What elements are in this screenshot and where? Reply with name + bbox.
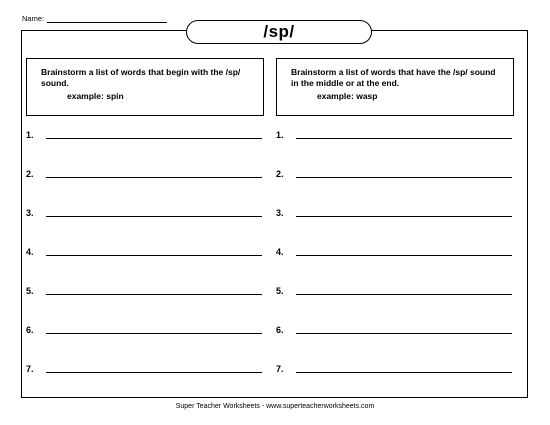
answer-row xyxy=(276,245,514,257)
name-label: Name: xyxy=(22,14,45,23)
left-column xyxy=(26,58,264,374)
row-number: 4. xyxy=(276,247,284,257)
answer-row xyxy=(26,128,264,140)
answer-row xyxy=(276,128,514,140)
row-number: 6. xyxy=(26,325,34,335)
row-number: 7. xyxy=(26,364,34,374)
right-prompt-text: Brainstorm a list of words that have the /sp/ sound in the middle or at the end. xyxy=(291,67,496,88)
row-number: 2. xyxy=(276,169,284,179)
row-number: 1. xyxy=(276,130,284,140)
answer-line[interactable] xyxy=(46,138,262,139)
answer-line[interactable] xyxy=(46,294,262,295)
answer-row xyxy=(26,323,264,335)
row-number: 6. xyxy=(276,325,284,335)
answer-line[interactable] xyxy=(46,255,262,256)
answer-row xyxy=(276,167,514,179)
left-prompt-box xyxy=(26,58,264,116)
worksheet-title xyxy=(186,20,372,44)
answer-line[interactable] xyxy=(46,333,262,334)
right-column xyxy=(276,58,514,374)
name-line[interactable] xyxy=(47,14,167,23)
row-number: 3. xyxy=(26,208,34,218)
row-number: 5. xyxy=(276,286,284,296)
row-number: 3. xyxy=(276,208,284,218)
answer-row xyxy=(276,362,514,374)
right-prompt-box xyxy=(276,58,514,116)
row-number: 4. xyxy=(26,247,34,257)
answer-line[interactable] xyxy=(296,333,512,334)
answer-row xyxy=(26,284,264,296)
row-number: 7. xyxy=(276,364,284,374)
answer-row xyxy=(26,167,264,179)
answer-line[interactable] xyxy=(296,255,512,256)
answer-line[interactable] xyxy=(46,216,262,217)
right-example: example: wasp xyxy=(317,91,378,101)
title-text: /sp/ xyxy=(263,22,295,41)
row-number: 5. xyxy=(26,286,34,296)
answer-line[interactable] xyxy=(296,177,512,178)
name-field xyxy=(22,14,167,23)
answer-row xyxy=(26,206,264,218)
row-number: 2. xyxy=(26,169,34,179)
answer-row xyxy=(276,206,514,218)
left-example: example: spin xyxy=(67,91,124,101)
answer-line[interactable] xyxy=(296,216,512,217)
row-number: 1. xyxy=(26,130,34,140)
answer-line[interactable] xyxy=(296,138,512,139)
answer-row xyxy=(26,362,264,374)
answer-line[interactable] xyxy=(46,372,262,373)
answer-line[interactable] xyxy=(296,372,512,373)
footer-credit: Super Teacher Worksheets - www.superteacherworksheets.com xyxy=(175,403,375,410)
left-prompt-text: Brainstorm a list of words that begin with the /sp/ sound. xyxy=(41,67,241,88)
answer-line[interactable] xyxy=(296,294,512,295)
answer-line[interactable] xyxy=(46,177,262,178)
answer-row xyxy=(276,323,514,335)
answer-row xyxy=(26,245,264,257)
answer-row xyxy=(276,284,514,296)
